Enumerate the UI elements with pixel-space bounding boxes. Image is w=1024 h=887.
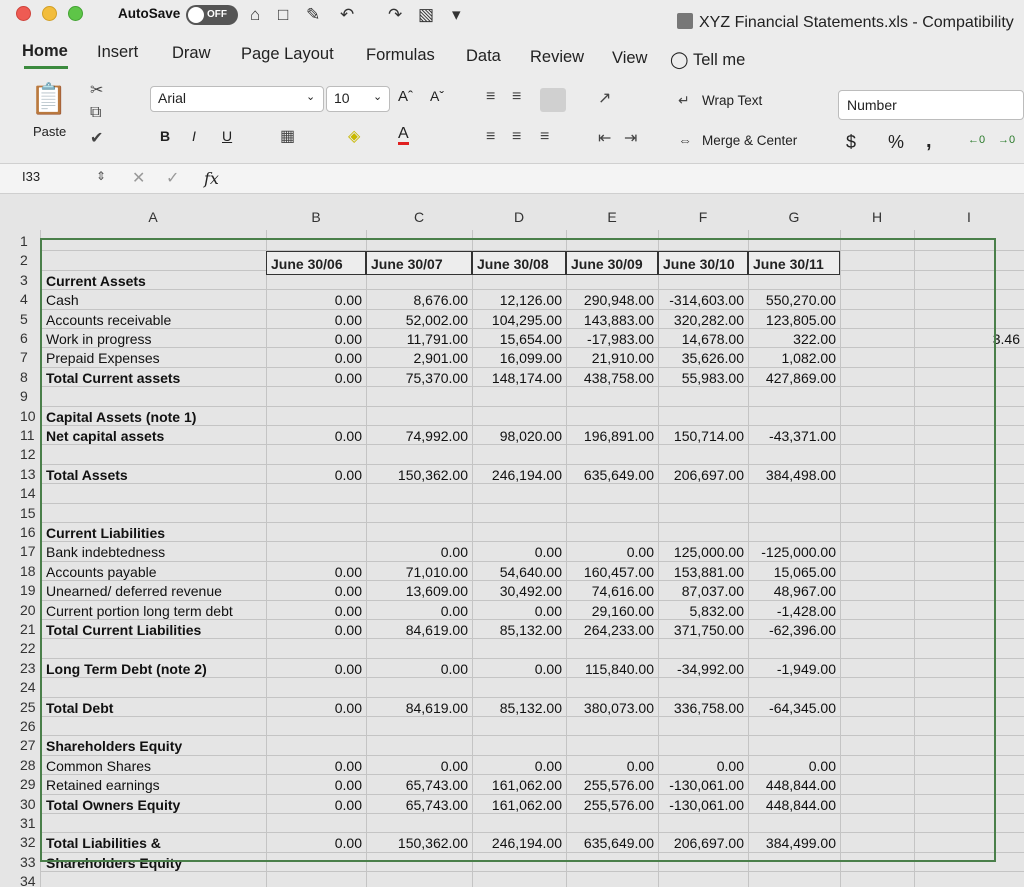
row-header[interactable]: 21 bbox=[20, 621, 36, 637]
percent-icon[interactable]: % bbox=[888, 132, 905, 152]
row-label[interactable]: Shareholders Equity bbox=[46, 738, 183, 755]
row-header[interactable]: 29 bbox=[20, 776, 36, 793]
row-header[interactable]: 10 bbox=[20, 407, 36, 424]
value-cell[interactable]: 322.00 bbox=[793, 331, 836, 347]
title-bar bbox=[0, 0, 1024, 34]
row-header[interactable]: 25 bbox=[20, 698, 36, 715]
value-cell[interactable]: 264,233.00 bbox=[583, 622, 654, 638]
row-header[interactable]: 34 bbox=[20, 873, 36, 887]
row-header[interactable]: 19 bbox=[20, 582, 36, 599]
value-cell[interactable]: 11,791.00 bbox=[406, 331, 468, 347]
function-icon[interactable]: fx bbox=[204, 169, 219, 188]
value-cell[interactable]: 150,362.00 bbox=[397, 835, 468, 852]
name-box-stepper-icon[interactable]: ⇕ bbox=[96, 169, 107, 183]
value-cell[interactable]: 85,132.00 bbox=[499, 622, 562, 638]
value-cell[interactable]: 161,062.00 bbox=[491, 777, 562, 794]
align-right-icon[interactable]: ≡ bbox=[540, 128, 550, 145]
redo-icon[interactable]: ↷ bbox=[388, 5, 403, 24]
zoom-window-button[interactable] bbox=[68, 6, 83, 21]
value-cell[interactable]: -17,983.00 bbox=[587, 331, 654, 347]
row-header[interactable]: 9 bbox=[20, 388, 28, 405]
decrease-indent-icon[interactable]: ⇤ bbox=[598, 130, 612, 147]
value-cell[interactable]: 74,616.00 bbox=[591, 583, 654, 600]
column-header[interactable]: E bbox=[607, 209, 617, 225]
row-header[interactable]: 26 bbox=[20, 718, 36, 734]
value-cell[interactable]: 5,832.00 bbox=[689, 602, 744, 619]
gridline-horizontal bbox=[40, 871, 1024, 872]
value-cell[interactable]: 3.46 bbox=[992, 331, 1020, 347]
value-cell[interactable]: 635,649.00 bbox=[583, 835, 654, 852]
bold-button[interactable]: B bbox=[160, 128, 171, 144]
edit-icon[interactable]: ✎ bbox=[306, 5, 321, 24]
number-format-select[interactable] bbox=[838, 90, 1024, 120]
value-cell[interactable]: 1,082.00 bbox=[781, 350, 836, 367]
value-cell[interactable]: 206,697.00 bbox=[673, 466, 744, 483]
row-label[interactable]: Unearned/ deferred revenue bbox=[46, 583, 222, 600]
value-cell[interactable]: 371,750.00 bbox=[673, 622, 744, 638]
row-header[interactable]: 24 bbox=[20, 679, 36, 696]
column-date-header[interactable]: June 30/09 bbox=[566, 251, 658, 275]
value-cell[interactable]: 12,126.00 bbox=[499, 292, 562, 309]
fill-color-icon[interactable]: ◈ bbox=[348, 128, 361, 145]
row-header[interactable]: 13 bbox=[20, 465, 36, 482]
value-cell[interactable]: -64,345.00 bbox=[769, 699, 836, 716]
value-cell[interactable]: 290,948.00 bbox=[583, 292, 654, 309]
value-cell[interactable]: 15,065.00 bbox=[773, 563, 836, 580]
value-cell[interactable]: -62,396.00 bbox=[769, 622, 836, 638]
value-cell[interactable]: 65,743.00 bbox=[405, 777, 468, 794]
value-cell[interactable]: 384,499.00 bbox=[765, 835, 836, 852]
row-label[interactable]: Prepaid Expenses bbox=[46, 350, 160, 367]
value-cell[interactable]: 196,891.00 bbox=[583, 428, 654, 444]
wrap-text-icon: ↵ bbox=[678, 92, 690, 108]
row-label[interactable]: Total Owners Equity bbox=[46, 796, 181, 813]
italic-button[interactable]: I bbox=[192, 128, 196, 144]
value-cell[interactable]: 48,967.00 bbox=[773, 583, 836, 600]
document-icon bbox=[677, 13, 693, 29]
confirm-formula-icon[interactable]: ✓ bbox=[166, 170, 180, 187]
value-cell[interactable]: 0.00 bbox=[534, 660, 562, 677]
ribbon bbox=[0, 76, 1024, 164]
tab-data[interactable]: Data bbox=[466, 47, 501, 65]
value-cell[interactable]: 448,844.00 bbox=[765, 796, 836, 813]
column-date-header[interactable]: June 30/11 bbox=[748, 251, 840, 275]
tab-formulas[interactable]: Formulas bbox=[366, 46, 435, 64]
row-label[interactable]: Current portion long term debt bbox=[46, 602, 233, 619]
formula-bar bbox=[0, 164, 1024, 194]
value-cell[interactable]: 0.00 bbox=[334, 331, 362, 347]
font-size-select[interactable] bbox=[326, 86, 390, 112]
row-label[interactable]: Total Debt bbox=[46, 699, 114, 716]
value-cell[interactable]: 0.00 bbox=[534, 602, 562, 619]
row-header[interactable]: 22 bbox=[20, 640, 36, 657]
value-cell[interactable]: 0.00 bbox=[334, 563, 362, 580]
value-cell[interactable]: 0.00 bbox=[334, 757, 362, 774]
value-cell[interactable]: 246,194.00 bbox=[491, 835, 562, 852]
column-header[interactable]: D bbox=[513, 209, 525, 225]
value-cell[interactable]: 255,576.00 bbox=[583, 777, 654, 794]
value-cell[interactable]: 0.00 bbox=[334, 466, 362, 483]
font-name-value: Arial bbox=[158, 90, 187, 106]
row-label[interactable]: Capital Assets (note 1) bbox=[46, 408, 197, 425]
cancel-formula-icon[interactable]: ✕ bbox=[132, 170, 146, 187]
autosave-label: AutoSave bbox=[118, 6, 181, 21]
align-top-icon[interactable]: ≡ bbox=[486, 88, 496, 105]
value-cell[interactable]: 0.00 bbox=[440, 660, 468, 677]
value-cell[interactable]: 0.00 bbox=[334, 583, 362, 600]
column-date-header[interactable]: June 30/06 bbox=[266, 251, 366, 275]
value-cell[interactable]: 336,758.00 bbox=[673, 699, 744, 716]
value-cell[interactable]: 125,000.00 bbox=[673, 544, 744, 561]
row-header[interactable]: 1 bbox=[20, 233, 28, 249]
column-date-header[interactable]: June 30/08 bbox=[472, 251, 566, 275]
paste-icon[interactable]: 📋 bbox=[30, 83, 68, 116]
value-cell[interactable]: 384,498.00 bbox=[765, 466, 836, 483]
column-header[interactable]: H bbox=[871, 209, 883, 225]
chevron-down-icon: ⌄ bbox=[306, 91, 316, 103]
value-cell[interactable]: 448,844.00 bbox=[765, 777, 836, 794]
value-cell[interactable]: 29,160.00 bbox=[591, 602, 654, 619]
value-cell[interactable]: 13,609.00 bbox=[405, 583, 468, 600]
row-header[interactable]: 28 bbox=[20, 756, 36, 773]
tab-view[interactable]: View bbox=[612, 49, 648, 67]
row-header[interactable]: 31 bbox=[20, 815, 36, 831]
value-cell[interactable]: 438,758.00 bbox=[583, 369, 654, 386]
increase-font-icon[interactable]: Aˆ bbox=[398, 88, 413, 105]
row-label[interactable]: Cash bbox=[46, 292, 79, 309]
row-label[interactable]: Retained earnings bbox=[46, 777, 160, 794]
autosave-state: OFF bbox=[207, 9, 227, 20]
row-header[interactable]: 7 bbox=[20, 349, 28, 366]
customize-toolbar-icon[interactable]: ▾ bbox=[452, 5, 461, 24]
row-header[interactable]: 16 bbox=[20, 524, 36, 540]
value-cell[interactable]: 52,002.00 bbox=[405, 311, 468, 328]
row-header[interactable]: 2 bbox=[20, 252, 28, 269]
value-cell[interactable]: 246,194.00 bbox=[491, 466, 562, 483]
column-header[interactable]: G bbox=[788, 209, 800, 225]
row-header[interactable]: 6 bbox=[20, 330, 28, 346]
save-icon[interactable]: □ bbox=[278, 5, 289, 24]
column-header[interactable]: F bbox=[698, 209, 708, 225]
value-cell[interactable]: 206,697.00 bbox=[673, 835, 744, 852]
row-label[interactable]: Accounts payable bbox=[46, 563, 157, 580]
home-icon[interactable]: ⌂ bbox=[250, 5, 261, 24]
align-center-icon[interactable]: ≡ bbox=[512, 128, 522, 145]
borders-icon[interactable]: ▦ bbox=[280, 128, 296, 145]
value-cell[interactable]: 0.00 bbox=[334, 660, 362, 677]
row-label[interactable]: Current Liabilities bbox=[46, 525, 166, 541]
chevron-down-icon: ⌄ bbox=[373, 91, 383, 103]
value-cell[interactable]: 0.00 bbox=[626, 757, 654, 774]
value-cell[interactable]: 380,073.00 bbox=[583, 699, 654, 716]
row-header[interactable]: 27 bbox=[20, 737, 36, 754]
value-cell[interactable]: 0.00 bbox=[534, 757, 562, 774]
tab-home[interactable]: Home bbox=[22, 42, 68, 60]
column-header[interactable]: B bbox=[311, 209, 321, 225]
row-label[interactable]: Total Current assets bbox=[46, 369, 181, 386]
row-header[interactable]: 8 bbox=[20, 368, 28, 385]
print-icon[interactable]: ▧ bbox=[418, 5, 435, 24]
value-cell[interactable]: 0.00 bbox=[534, 544, 562, 561]
font-name-select[interactable] bbox=[150, 86, 324, 112]
value-cell[interactable]: 0.00 bbox=[334, 777, 362, 794]
decrease-font-icon[interactable]: Aˇ bbox=[430, 88, 444, 104]
row-label[interactable]: Bank indebtedness bbox=[46, 544, 166, 561]
value-cell[interactable]: 148,174.00 bbox=[491, 369, 562, 386]
row-label[interactable]: Total Current Liabilities bbox=[46, 622, 202, 638]
value-cell[interactable]: 84,619.00 bbox=[405, 622, 468, 638]
close-window-button[interactable] bbox=[16, 6, 31, 21]
decrease-decimal-icon[interactable]: →0 bbox=[998, 134, 1016, 146]
format-painter-icon[interactable]: ✔ bbox=[90, 130, 104, 147]
value-cell[interactable]: 71,010.00 bbox=[405, 563, 468, 580]
orientation-icon[interactable]: ↗ bbox=[598, 90, 612, 107]
value-cell[interactable]: -130,061.00 bbox=[669, 796, 744, 813]
value-cell[interactable]: 0.00 bbox=[334, 835, 362, 852]
value-cell[interactable]: 255,576.00 bbox=[583, 796, 654, 813]
value-cell[interactable]: 84,619.00 bbox=[405, 699, 468, 716]
value-cell[interactable]: 75,370.00 bbox=[405, 369, 468, 386]
column-date-header[interactable]: June 30/10 bbox=[658, 251, 748, 275]
value-cell[interactable]: 21,910.00 bbox=[591, 350, 654, 367]
value-cell[interactable]: 0.00 bbox=[334, 350, 362, 367]
row-label[interactable]: Shareholders Equity bbox=[46, 854, 183, 871]
underline-button[interactable]: U bbox=[222, 128, 233, 144]
paste-label[interactable]: Paste bbox=[33, 124, 67, 139]
merge-center-icon: ⇔ bbox=[678, 132, 692, 148]
value-cell[interactable]: 427,869.00 bbox=[765, 369, 836, 386]
value-cell[interactable]: 54,640.00 bbox=[499, 563, 562, 580]
value-cell[interactable]: 161,062.00 bbox=[491, 796, 562, 813]
value-cell[interactable]: 550,270.00 bbox=[765, 292, 836, 309]
value-cell[interactable]: -43,371.00 bbox=[769, 428, 836, 444]
number-format-value: Number bbox=[847, 97, 897, 113]
increase-indent-icon[interactable]: ⇥ bbox=[624, 130, 638, 147]
row-header[interactable]: 18 bbox=[20, 562, 36, 579]
row-label[interactable]: Current Assets bbox=[46, 272, 146, 289]
value-cell[interactable]: 0.00 bbox=[334, 699, 362, 716]
value-cell[interactable]: 123,805.00 bbox=[765, 311, 836, 328]
column-header[interactable]: I bbox=[967, 209, 971, 225]
row-header[interactable]: 4 bbox=[20, 291, 28, 308]
autosave-toggle[interactable] bbox=[186, 5, 238, 25]
comma-style-icon[interactable]: , bbox=[926, 130, 932, 152]
value-cell[interactable]: -1,949.00 bbox=[776, 660, 836, 677]
column-header[interactable]: C bbox=[413, 209, 425, 225]
name-box[interactable]: I33 bbox=[22, 169, 41, 184]
column-header[interactable]: A bbox=[148, 209, 158, 225]
tab-page-layout[interactable]: Page Layout bbox=[241, 45, 334, 63]
row-header[interactable]: 20 bbox=[20, 601, 36, 618]
row-header[interactable]: 11 bbox=[20, 427, 35, 443]
row-header[interactable]: 3 bbox=[20, 271, 28, 288]
value-cell[interactable]: 153,881.00 bbox=[673, 563, 744, 580]
value-cell[interactable]: 0.00 bbox=[334, 602, 362, 619]
value-cell[interactable]: 74,992.00 bbox=[405, 428, 468, 444]
row-header[interactable]: 33 bbox=[20, 853, 36, 870]
value-cell[interactable]: 65,743.00 bbox=[405, 796, 468, 813]
value-cell[interactable]: 2,901.00 bbox=[413, 350, 468, 367]
value-cell[interactable]: 0.00 bbox=[334, 622, 362, 638]
currency-icon[interactable]: $ bbox=[846, 132, 857, 152]
value-cell[interactable]: 85,132.00 bbox=[499, 699, 562, 716]
row-header[interactable]: 17 bbox=[20, 543, 36, 560]
row-label[interactable]: Total Assets bbox=[46, 466, 128, 483]
value-cell[interactable]: -314,603.00 bbox=[669, 292, 744, 309]
value-cell[interactable]: 320,282.00 bbox=[673, 311, 744, 328]
increase-decimal-icon[interactable]: ←0 bbox=[968, 134, 986, 146]
value-cell[interactable]: 0.00 bbox=[808, 757, 836, 774]
value-cell[interactable]: 8,676.00 bbox=[413, 292, 468, 309]
value-cell[interactable]: 0.00 bbox=[334, 311, 362, 328]
value-cell[interactable]: 0.00 bbox=[334, 292, 362, 309]
selection-outline bbox=[40, 238, 996, 862]
value-cell[interactable]: 115,840.00 bbox=[584, 660, 654, 677]
merge-center-button[interactable]: Merge & Center bbox=[702, 133, 798, 148]
row-header[interactable]: 14 bbox=[20, 485, 36, 502]
row-header[interactable]: 32 bbox=[20, 834, 36, 851]
row-header[interactable]: 15 bbox=[20, 504, 36, 521]
value-cell[interactable]: 14,678.00 bbox=[681, 331, 744, 347]
value-cell[interactable]: 30,492.00 bbox=[499, 583, 562, 600]
row-header[interactable]: 30 bbox=[20, 795, 36, 812]
wrap-text-button[interactable]: Wrap Text bbox=[702, 93, 763, 108]
align-bottom-button[interactable] bbox=[540, 88, 566, 112]
copy-icon[interactable]: ⧉ bbox=[90, 104, 102, 121]
tab-tell-me[interactable]: Tell me bbox=[693, 51, 746, 69]
column-date-header[interactable]: June 30/07 bbox=[366, 251, 472, 275]
lightbulb-icon: ◯ bbox=[670, 51, 689, 69]
undo-icon[interactable]: ↶ bbox=[340, 5, 355, 24]
row-header[interactable]: 12 bbox=[20, 446, 36, 463]
value-cell[interactable]: 0.00 bbox=[440, 544, 468, 561]
value-cell[interactable]: -34,992.00 bbox=[677, 660, 744, 677]
value-cell[interactable]: 0.00 bbox=[334, 796, 362, 813]
tab-draw[interactable]: Draw bbox=[172, 44, 211, 62]
value-cell[interactable]: 150,362.00 bbox=[397, 466, 468, 483]
tab-insert[interactable]: Insert bbox=[97, 43, 139, 61]
value-cell[interactable]: 55,983.00 bbox=[681, 369, 744, 386]
align-left-icon[interactable]: ≡ bbox=[486, 128, 496, 145]
active-tab-indicator bbox=[24, 66, 68, 69]
value-cell[interactable]: 0.00 bbox=[440, 602, 468, 619]
value-cell[interactable]: -125,000.00 bbox=[761, 544, 836, 561]
value-cell[interactable]: 635,649.00 bbox=[583, 466, 654, 483]
toggle-knob bbox=[188, 7, 204, 23]
value-cell[interactable]: 0.00 bbox=[440, 757, 468, 774]
value-cell[interactable]: -1,428.00 bbox=[776, 602, 836, 619]
row-header[interactable]: 5 bbox=[20, 310, 28, 327]
value-cell[interactable]: 0.00 bbox=[334, 428, 362, 444]
cut-icon[interactable]: ✂ bbox=[90, 82, 104, 99]
value-cell[interactable]: 160,457.00 bbox=[583, 563, 654, 580]
row-label[interactable]: Common Shares bbox=[46, 757, 152, 774]
value-cell[interactable]: 0.00 bbox=[716, 757, 744, 774]
value-cell[interactable]: 0.00 bbox=[334, 369, 362, 386]
ribbon-tabs bbox=[0, 34, 1024, 76]
value-cell[interactable]: 35,626.00 bbox=[681, 350, 744, 367]
row-header[interactable]: 23 bbox=[20, 659, 36, 676]
row-label[interactable]: Work in progress bbox=[46, 331, 152, 347]
value-cell[interactable]: -130,061.00 bbox=[669, 777, 744, 794]
row-label[interactable]: Long Term Debt (note 2) bbox=[46, 660, 207, 677]
font-color-icon[interactable]: A bbox=[398, 126, 409, 145]
value-cell[interactable]: 98,020.00 bbox=[499, 428, 562, 444]
value-cell[interactable]: 104,295.00 bbox=[491, 311, 562, 328]
align-middle-icon[interactable]: ≡ bbox=[512, 88, 522, 105]
value-cell[interactable]: 15,654.00 bbox=[499, 331, 562, 347]
font-size-value: 10 bbox=[334, 90, 350, 106]
tab-review[interactable]: Review bbox=[530, 48, 585, 66]
row-label[interactable]: Accounts receivable bbox=[46, 311, 172, 328]
window-title: XYZ Financial Statements.xls - Compatibility bbox=[699, 14, 1014, 31]
value-cell[interactable]: 0.00 bbox=[626, 544, 654, 561]
row-label[interactable]: Net capital assets bbox=[46, 428, 165, 444]
minimize-window-button[interactable] bbox=[42, 6, 57, 21]
value-cell[interactable]: 87,037.00 bbox=[681, 583, 744, 600]
value-cell[interactable]: 143,883.00 bbox=[583, 311, 654, 328]
row-label[interactable]: Total Liabilities & bbox=[46, 835, 161, 852]
value-cell[interactable]: 150,714.00 bbox=[673, 428, 744, 444]
value-cell[interactable]: 16,099.00 bbox=[499, 350, 562, 367]
